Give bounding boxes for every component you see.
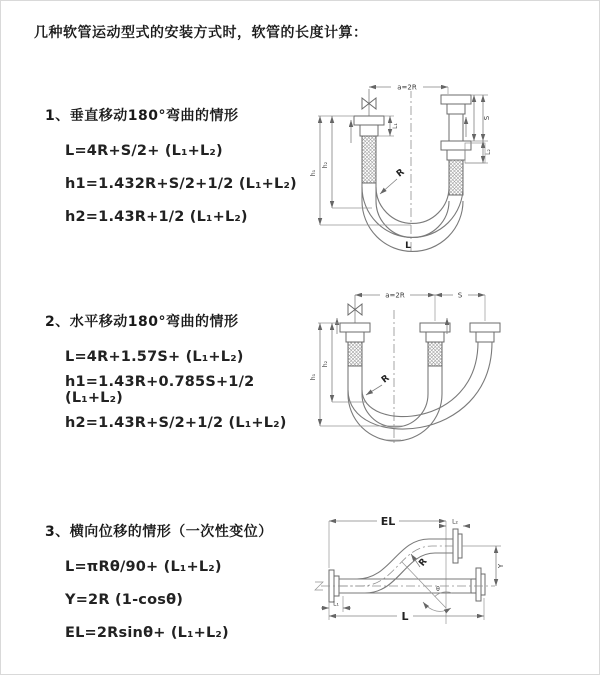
hose-u-bend bbox=[362, 183, 463, 251]
dim-label-r: R bbox=[379, 373, 392, 386]
dim-label-l1: L₁ bbox=[333, 600, 339, 608]
section-2-formula-h1: h1=1.43R+0.785S+1/2 (L₁+L₂) bbox=[65, 373, 255, 406]
section-2-heading: 2、水平移动180°弯曲的情形 bbox=[45, 314, 239, 330]
dimension-length bbox=[329, 598, 484, 623]
dim-label-s: S bbox=[483, 115, 491, 121]
dimension-a2r bbox=[369, 82, 448, 94]
hose-s-curve bbox=[339, 539, 453, 593]
dim-label-a2r: a=2R bbox=[385, 291, 405, 300]
dim-label-h1: h₁ bbox=[310, 373, 317, 381]
diagram-horizontal-180-bend bbox=[304, 282, 596, 460]
dim-label-l1: L₁ bbox=[392, 123, 399, 129]
valve-icon bbox=[348, 295, 362, 323]
right-flange-fitting bbox=[441, 95, 485, 195]
section-2-formula-h2: h2=1.43R+S/2+1/2 (L₁+L₂) bbox=[65, 414, 287, 431]
section-1-heading: 1、垂直移动180°弯曲的情形 bbox=[45, 108, 239, 124]
dim-label-h2: h₂ bbox=[322, 161, 329, 169]
dim-label-r: R bbox=[394, 167, 407, 180]
diagram-vertical-180-bend bbox=[304, 73, 596, 265]
middle-flange-fitting bbox=[420, 323, 450, 366]
section-3-formula-Y: Y=2R (1-cosθ) bbox=[65, 591, 184, 608]
dim-label-length: L bbox=[401, 610, 409, 623]
dim-label-a2r: a=2R bbox=[397, 83, 417, 92]
dim-label-h2: h₂ bbox=[322, 360, 329, 368]
valve-icon bbox=[362, 89, 376, 116]
diagram-lateral-displacement bbox=[299, 504, 596, 656]
section-1-formula-h1: h1=1.432R+S/2+1/2 (L₁+L₂) bbox=[65, 175, 297, 192]
dim-label-y: Y bbox=[497, 563, 505, 569]
dim-label-h1: h₁ bbox=[310, 169, 317, 177]
dimension-l2 bbox=[439, 519, 470, 527]
section-1 bbox=[45, 105, 315, 233]
dimension-s bbox=[471, 95, 491, 141]
section-3-formula-EL: EL=2Rsinθ+ (L₁+L₂) bbox=[65, 624, 229, 641]
section-1-formula-L: L=4R+S/2+ (L₁+L₂) bbox=[65, 142, 223, 159]
dim-label-el: EL bbox=[380, 515, 396, 528]
upper-flange bbox=[453, 529, 462, 563]
page-title: 几种软管运动型式的安装方式时，软管的长度计算： bbox=[34, 25, 368, 41]
dimension-s bbox=[435, 291, 485, 322]
dim-label-theta: θ bbox=[436, 586, 440, 593]
right-flange bbox=[471, 568, 485, 601]
dimension-l1 bbox=[321, 596, 351, 612]
section-2-formula-L: L=4R+1.57S+ (L₁+L₂) bbox=[65, 348, 244, 365]
left-flange-fitting bbox=[340, 323, 370, 366]
section-3-heading: 3、横向位移的情形（一次性变位） bbox=[45, 524, 273, 540]
dim-label-r: R bbox=[417, 556, 430, 569]
dim-label-length: L bbox=[405, 241, 411, 251]
dim-label-l2: L₂ bbox=[452, 518, 458, 526]
left-flange-fitting bbox=[354, 116, 384, 183]
radius-callout bbox=[380, 167, 407, 194]
section-3 bbox=[45, 521, 315, 649]
dimension-a2r bbox=[355, 291, 435, 300]
section-2 bbox=[45, 311, 315, 439]
right-flange-fitting bbox=[470, 323, 500, 342]
section-3-formula-L: L=πRθ/90+ (L₁+L₂) bbox=[65, 558, 222, 575]
section-1-formula-h2: h2=1.43R+1/2 (L₁+L₂) bbox=[65, 208, 248, 225]
angle-theta bbox=[402, 562, 452, 611]
dim-label-l2: L₂ bbox=[485, 149, 492, 155]
radius-callout bbox=[366, 373, 392, 395]
dim-label-s: S bbox=[457, 291, 463, 300]
